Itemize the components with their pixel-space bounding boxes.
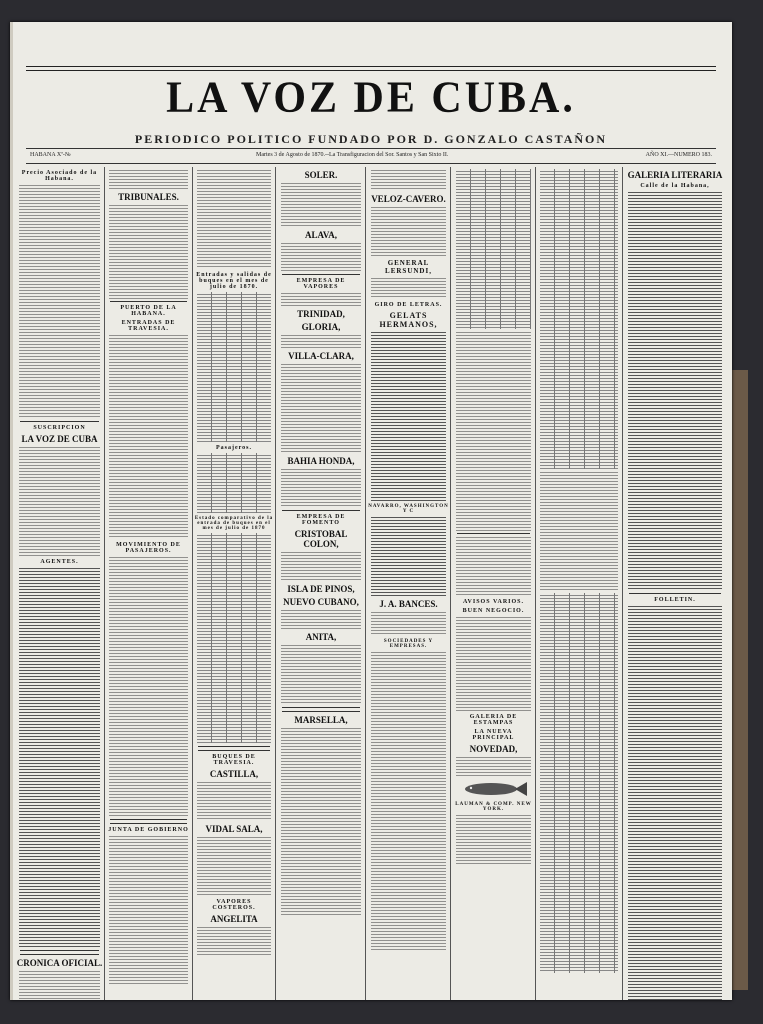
- text-block: [371, 331, 446, 501]
- column-heading: AVISOS VARIOS.: [462, 599, 525, 605]
- text-block: [197, 169, 271, 269]
- text-block: [281, 727, 361, 917]
- column-heading: FOLLETIN.: [654, 597, 696, 603]
- text-block: [456, 331, 531, 531]
- column-heading: MOVIMIENTO DE PASAJEROS.: [116, 542, 181, 554]
- section-rule: [20, 950, 99, 955]
- fish-icon: [459, 780, 529, 798]
- column-6: [453, 167, 534, 1000]
- text-block: [281, 242, 361, 272]
- column-rule: [450, 167, 451, 1000]
- column-heading: MARSELLA,: [294, 715, 348, 725]
- column-heading: VAPORES COSTEROS.: [212, 899, 256, 911]
- column-rule: [365, 167, 366, 1000]
- column-heading: PUERTO DE LA HABANA.: [120, 305, 177, 317]
- section-rule: [282, 274, 360, 275]
- text-block: [281, 363, 361, 453]
- dateline-bar: [26, 148, 716, 164]
- column-rule: [192, 167, 193, 1000]
- column-heading: NAVARRO, WASHINGTON Y C: [368, 504, 449, 514]
- column-2: [106, 167, 191, 1000]
- column-heading: EMPRESA DE VAPORES: [296, 278, 346, 290]
- section-rule: [20, 421, 99, 422]
- column-heading: ANITA,: [305, 632, 337, 642]
- data-table: [456, 169, 531, 329]
- column-7: [625, 167, 725, 1000]
- text-block: [456, 616, 531, 711]
- column-heading: GENERAL LERSUNDI,: [385, 259, 432, 275]
- section-rule: [110, 301, 187, 302]
- text-block: [197, 781, 271, 821]
- column-heading: VILLA-CLARA,: [288, 351, 354, 361]
- column-rule: [104, 167, 105, 1000]
- dateline-center: Martes 3 de Agosto de 1870.--La Transfiguracion del Sor. Santos y San Sixto II.: [256, 152, 449, 158]
- column-heading: ISLA DE PINOS,: [287, 584, 355, 594]
- column-heading: VELOZ-CAVERO.: [371, 194, 446, 204]
- text-block: [281, 644, 361, 704]
- newspaper-title: LA VOZ DE CUBA.: [166, 73, 576, 123]
- data-table: [197, 292, 271, 442]
- text-block: [281, 468, 361, 508]
- column-heading: SUSCRIPCION: [33, 425, 86, 431]
- column-heading: GLORIA,: [301, 322, 341, 332]
- column-1: [16, 167, 103, 1000]
- column-6b: [537, 167, 621, 1000]
- section-rule: [110, 819, 187, 824]
- column-heading: NOVEDAD,: [469, 744, 518, 754]
- column-heading: JUNTA DE GOBIERNO: [108, 827, 189, 833]
- column-heading: Calle de la Habana,: [640, 183, 710, 189]
- page-edge: [10, 22, 13, 1000]
- section-rule: [198, 746, 270, 751]
- newspaper-subtitle: PERIODICO POLITICO FUNDADO POR D. GONZALO CASTAÑON: [134, 132, 608, 146]
- text-block: [109, 334, 188, 539]
- column-heading: GELATS HERMANOS,: [379, 311, 438, 329]
- text-block: [281, 292, 361, 306]
- text-block: [281, 334, 361, 348]
- newspaper-page: [10, 22, 732, 1000]
- text-block: [628, 191, 722, 591]
- column-heading: LA NUEVA PRINCIPAL: [472, 729, 515, 741]
- section-rule: [282, 510, 360, 511]
- text-block: [371, 277, 446, 299]
- data-table: [540, 169, 618, 469]
- column-heading: Pasajeros.: [215, 445, 253, 451]
- column-heading: LA VOZ DE CUBA: [21, 434, 98, 444]
- column-heading: GALERIA LITERARIA: [627, 170, 723, 180]
- column-heading: TRIBUNALES.: [118, 192, 179, 202]
- text-block: [109, 169, 188, 189]
- text-block: [281, 609, 361, 629]
- column-heading: AGENTES.: [40, 559, 79, 565]
- column-heading: SOCIEDADES Y EMPRESAS.: [383, 639, 434, 649]
- text-block: [371, 651, 446, 951]
- text-block: [281, 551, 361, 581]
- column-rule: [535, 167, 536, 1000]
- column-heading: VIDAL SALA,: [205, 824, 263, 834]
- column-rule: [622, 167, 623, 1000]
- column-heading: Estado comparativo de la entrada de buques en el mes de julio de 1870: [194, 516, 274, 531]
- text-block: [540, 471, 618, 591]
- data-table: [540, 593, 618, 973]
- text-block: [456, 814, 531, 864]
- column-heading: ALAVA,: [305, 230, 337, 240]
- section-rule: [629, 593, 721, 594]
- column-heading: Precio Asociado de la Habana.: [21, 170, 98, 182]
- text-block: [456, 536, 531, 596]
- text-block: [19, 567, 100, 947]
- column-heading: BUEN NEGOCIO.: [462, 608, 525, 614]
- column-heading: CRISTOBAL COLON,: [294, 529, 348, 549]
- text-block: [109, 556, 188, 816]
- column-heading: CASTILLA,: [209, 769, 259, 779]
- section-rule: [457, 533, 530, 534]
- column-heading: GIRO DE LETRAS.: [374, 302, 443, 308]
- text-block: [371, 206, 446, 256]
- section-rule: [282, 707, 360, 712]
- text-block: [371, 516, 446, 596]
- column-heading: ANGELITA: [210, 914, 258, 924]
- dateline-right: AÑO XI.—NUMERO 183.: [645, 152, 712, 158]
- column-5: [368, 167, 449, 1000]
- column-heading: Entradas y salidas de buques en el mes de julio de 1870.: [196, 272, 272, 290]
- column-heading: TRINIDAD,: [297, 309, 345, 319]
- column-heading: NUEVO CUBANO,: [283, 597, 359, 607]
- text-block: [109, 204, 188, 299]
- column-3: [194, 167, 274, 1000]
- data-table: [197, 453, 271, 513]
- column-heading: ENTRADAS DE TRAVESIA.: [121, 320, 176, 332]
- column-heading: BUQUES DE TRAVESIA.: [212, 754, 256, 766]
- text-block: [197, 836, 271, 896]
- text-block: [281, 182, 361, 227]
- text-block: [109, 835, 188, 985]
- text-block: [19, 446, 100, 556]
- text-block: [371, 169, 446, 191]
- column-4: [278, 167, 364, 1000]
- column-rule: [275, 167, 276, 1000]
- column-heading: J. A. BANCES.: [379, 599, 438, 609]
- text-block: [456, 756, 531, 776]
- column-heading: BAHIA HONDA,: [287, 456, 355, 466]
- column-heading: GALERIA DE ESTAMPAS: [469, 714, 518, 726]
- text-block: [19, 970, 100, 1000]
- column-heading: CRONICA OFICIAL.: [16, 958, 103, 968]
- column-heading: EMPRESA DE FOMENTO: [296, 514, 346, 526]
- text-block: [628, 605, 722, 1000]
- column-heading: LAUMAN & COMP. NEW YORK.: [455, 802, 532, 812]
- text-block: [197, 926, 271, 956]
- text-block: [19, 184, 100, 419]
- dateline-left: HABANA Xª-№: [30, 152, 71, 158]
- column-heading: SOLER.: [304, 170, 338, 180]
- data-table: [197, 533, 271, 743]
- text-block: [371, 611, 446, 636]
- masthead-rule: [26, 66, 716, 71]
